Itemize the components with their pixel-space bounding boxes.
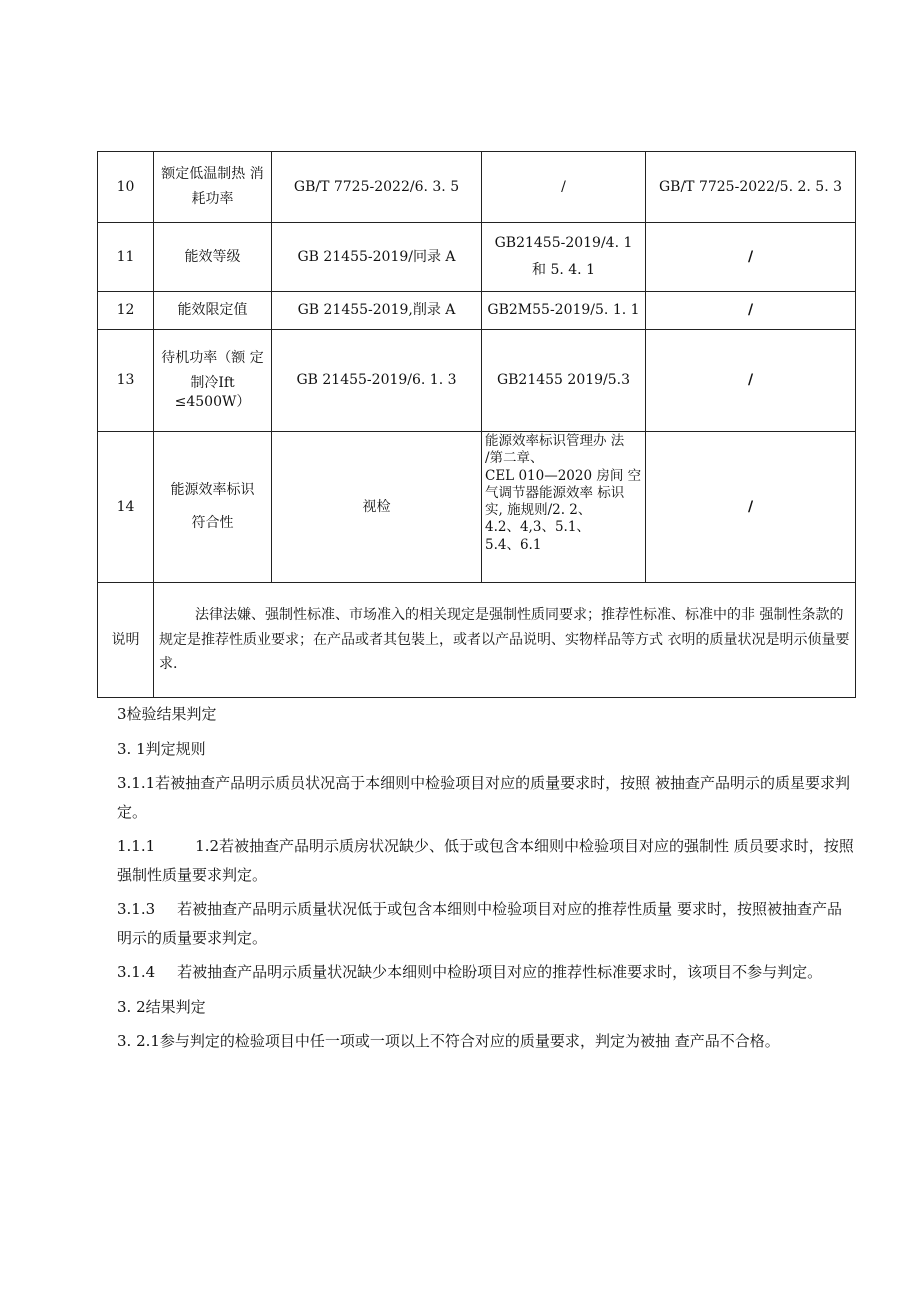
paragraph-3-2-1: 3. 2.1参与判定的检验项目中任一项或一项以上不符合对应的质量要求，判定为被抽 查产品不合格。 bbox=[117, 1032, 780, 1050]
basis-line: GB21455-2019/4. 1 bbox=[494, 235, 633, 252]
basis-line: 5.4、6.1 bbox=[485, 536, 542, 553]
test-method: GB 21455-2019/6. 1. 3 bbox=[272, 330, 482, 432]
basis-line: 4.2、4,3、5.1、 bbox=[485, 519, 590, 536]
table-row bbox=[98, 292, 856, 330]
reference-standard: / bbox=[646, 223, 856, 292]
note-row bbox=[98, 583, 856, 698]
row-number: 12 bbox=[98, 292, 154, 330]
paragraph-text: 1.2若被抽查产品明示质房状况缺少、低于或包含本细则中检验项目对应的强制性 质员要求时，按照强制性质量要求判定。 bbox=[117, 837, 854, 884]
test-method: GB 21455-2019,削录 A bbox=[272, 292, 482, 330]
basis-line: GB21455 2019/5.3 bbox=[496, 372, 631, 389]
item-name bbox=[154, 432, 272, 583]
reference-standard: / bbox=[646, 432, 856, 583]
basis-line: /第二章、 bbox=[485, 450, 544, 467]
row-number: 10 bbox=[98, 152, 154, 223]
judgment-basis bbox=[482, 432, 646, 583]
paragraph-text: 若被抽查产品明示质量状况缺少本细则中检盼项目对应的推荐性标准要求时，该项目不参与判定。 bbox=[177, 963, 823, 981]
item-name bbox=[154, 292, 272, 330]
item-line: 制冷Ift ≤4500W） bbox=[174, 375, 251, 410]
basis-line: 和 5. 4. 1 bbox=[532, 262, 595, 278]
table-row bbox=[98, 223, 856, 292]
row-number: 13 bbox=[98, 330, 154, 432]
item-line: 待机功率（额 定 bbox=[161, 350, 264, 367]
paragraph-3-1-4 bbox=[117, 958, 854, 987]
paragraph-number: 1.1.1 bbox=[117, 837, 156, 855]
judgment-basis: / bbox=[482, 152, 646, 223]
item-name bbox=[154, 223, 272, 292]
item-line: 耗功率 bbox=[191, 191, 234, 207]
item-name bbox=[154, 152, 272, 223]
table-row bbox=[98, 432, 856, 583]
paragraph-3-1-2 bbox=[117, 832, 854, 889]
reference-standard: / bbox=[646, 330, 856, 432]
judgment-section bbox=[117, 700, 854, 1062]
paragraph-text: 若被抽查产品明示质量状况低于或包含本细则中检验项目对应的推荐性质量 要求时，按照被抽查产品明示的质量要求判定。 bbox=[117, 900, 842, 947]
row-number: 14 bbox=[98, 432, 154, 583]
item-name bbox=[154, 330, 272, 432]
paragraph-number: 3.1.3 bbox=[117, 900, 156, 918]
subsection-heading: 3. 1判定规则 bbox=[117, 739, 206, 758]
subsection-heading: 3. 2结果判定 bbox=[117, 997, 206, 1016]
item-line: 符合性 bbox=[191, 515, 234, 531]
note-text: 法律法嫌、强制性标准、市场准入的相关现定是强制性质同要求；推荐性标准、标准中的非 强制性条款的规定是推荐性质业要求；在产品或者其包裝上，或者以产品说明、实物样品等方式 衣明的质量状况是明示侦量要求. bbox=[159, 607, 850, 673]
test-method: 视检 bbox=[272, 432, 482, 583]
item-line: 能源效率标识 bbox=[170, 482, 255, 499]
paragraph-3-1-1: 3.1.1若被抽查产品明示质员状况高于本细则中检验项目对应的质量要求时，按照 被抽查产品明示的质星要求判定。 bbox=[117, 774, 850, 821]
basis-line: GB2M55-2019/5. 1. 1 bbox=[487, 302, 640, 319]
note-label: 说明 bbox=[98, 583, 154, 698]
judgment-basis bbox=[482, 292, 646, 330]
note-cell bbox=[154, 583, 856, 698]
test-method: GB 21455-2019/冋录 A bbox=[272, 223, 482, 292]
reference-standard: / bbox=[646, 292, 856, 330]
table-row bbox=[98, 152, 856, 223]
basis-line: 能源效率标识管理办 法 bbox=[485, 433, 625, 449]
row-number: 11 bbox=[98, 223, 154, 292]
judgment-basis bbox=[482, 330, 646, 432]
inspection-table bbox=[97, 151, 856, 698]
basis-line: 气调节器能源效率 标识 bbox=[485, 484, 625, 501]
paragraph-number: 3.1.4 bbox=[117, 963, 156, 981]
item-line: 额定低温制热 消 bbox=[161, 166, 264, 183]
judgment-basis bbox=[482, 223, 646, 292]
section-heading: 3检验结果判定 bbox=[117, 705, 217, 723]
item-line: 能效等级 bbox=[184, 248, 241, 265]
item-line: 能效限定值 bbox=[177, 302, 248, 319]
table-row bbox=[98, 330, 856, 432]
test-method: GB/T 7725-2022/6. 3. 5 bbox=[272, 152, 482, 223]
basis-line: CEL 010—2020 房间 空 bbox=[485, 467, 642, 484]
basis-line: 实, 施规则/2. 2、 bbox=[485, 502, 592, 519]
reference-standard: GB/T 7725-2022/5. 2. 5. 3 bbox=[646, 152, 856, 223]
paragraph-3-1-3 bbox=[117, 895, 854, 952]
